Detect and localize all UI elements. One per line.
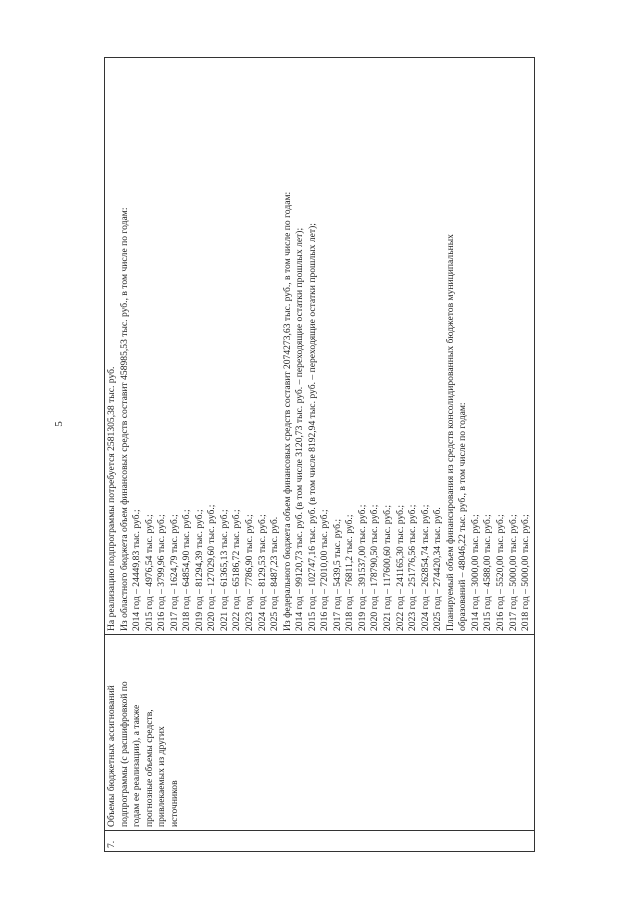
passport-table (104, 57, 535, 852)
label-line: годам ее реализации), а также (131, 704, 143, 827)
content-line: Из федерального бюджета объем финансовых средств составит 2074273,63 тыс. руб., в том числе по годам: (281, 191, 293, 631)
label-line: источников (168, 780, 180, 827)
content-line: 2016 год – 5520,00 тыс. руб.; (494, 514, 506, 631)
row-number: 7. (105, 831, 535, 852)
content-line: 2014 год – 99120,73 тыс. руб. (в том числе 3120,73 тыс. руб. – переходящие остатки прошлых лет); (294, 227, 306, 631)
content-line: 2021 год – 117600,60 тыс. руб.; (382, 504, 394, 631)
content-line: 2018 год – 64854,90 тыс. руб.; (181, 509, 193, 631)
content-line: 2022 год – 65186,72 тыс. руб.; (231, 509, 243, 631)
row-label-cell (105, 635, 535, 831)
content-line: 2017 год – 5000,00 тыс. руб.; (507, 514, 519, 631)
content-line: 2015 год – 4976,54 тыс. руб.; (143, 514, 155, 631)
row-content-cell (105, 58, 535, 635)
content-line: Из областного бюджета объем финансовых средств составит 458985,53 тыс. руб., в том числе по годам: (118, 207, 130, 631)
content-line: 2021 год – 61365,13 тыс. руб.; (218, 509, 230, 631)
content-line: 2020 год – 178790,50 тыс. руб.; (369, 504, 381, 631)
content-line: 2023 год – 251776,56 тыс. руб.; (407, 504, 419, 631)
content-line: 2025 год – 274420,34 тыс. руб. (432, 507, 444, 631)
content-line: 2016 год – 72010,00 тыс. руб.; (319, 509, 331, 631)
content-line: 2024 год – 8129,53 тыс. руб.; (256, 514, 268, 631)
content-line: 2019 год – 391537,00 тыс. руб.; (356, 504, 368, 631)
content-line: 2015 год – 4588,00 тыс. руб.; (482, 514, 494, 631)
content-line: 2025 год – 8487,23 тыс. руб. (269, 516, 281, 631)
label-line: прогнозные объемы средств, (143, 709, 155, 827)
content-line: На реализацию подпрограммы потребуется 2581305,38 тыс. руб. (106, 366, 117, 631)
content-line: 2017 год – 5439,5 тыс. руб.; (331, 518, 343, 631)
content-line: 2014 год – 24449,83 тыс. руб.; (131, 509, 143, 631)
rotated-page-content (104, 57, 532, 852)
content-line: 2015 год – 102747,16 тыс. руб. (в том числе 8192,94 тыс. руб. – переходящие остатки прошлых лет); (306, 223, 318, 631)
content-line: 2018 год – 76811,2 тыс. руб.; (344, 514, 356, 631)
content-line: 2023 год – 7786,90 тыс. руб.; (244, 514, 256, 631)
content-line: 2022 год – 241165,30 тыс. руб.; (394, 504, 406, 631)
label-line: привлекаемых из других (156, 726, 168, 827)
content-line: 2020 год – 127029,60 тыс. руб.; (206, 504, 218, 631)
label-line: подпрограммы (с расшифровкой по (118, 681, 130, 827)
content-line: образований – 48046,22 тыс. руб., в том числе по годам: (457, 402, 469, 631)
label-line: Объемы бюджетных ассигнований (106, 685, 117, 827)
content-line: 2018 год – 5000,00 тыс. руб.; (520, 514, 532, 631)
content-line: 2024 год – 262854,74 тыс. руб.; (419, 504, 431, 631)
content-line: 2017 год – 1624,79 тыс. руб.; (168, 514, 180, 631)
content-line: 2016 год – 3799,96 тыс. руб.; (156, 514, 168, 631)
content-line: 2019 год – 81294,39 тыс. руб.; (193, 509, 205, 631)
table-row (105, 58, 535, 852)
content-line: 2014 год – 3000,00 тыс. руб.; (469, 514, 481, 631)
page-number: 5 (52, 421, 65, 427)
content-line: Планируемый объем финансирования из средств консолидированных бюджетов муниципальных (444, 234, 456, 631)
